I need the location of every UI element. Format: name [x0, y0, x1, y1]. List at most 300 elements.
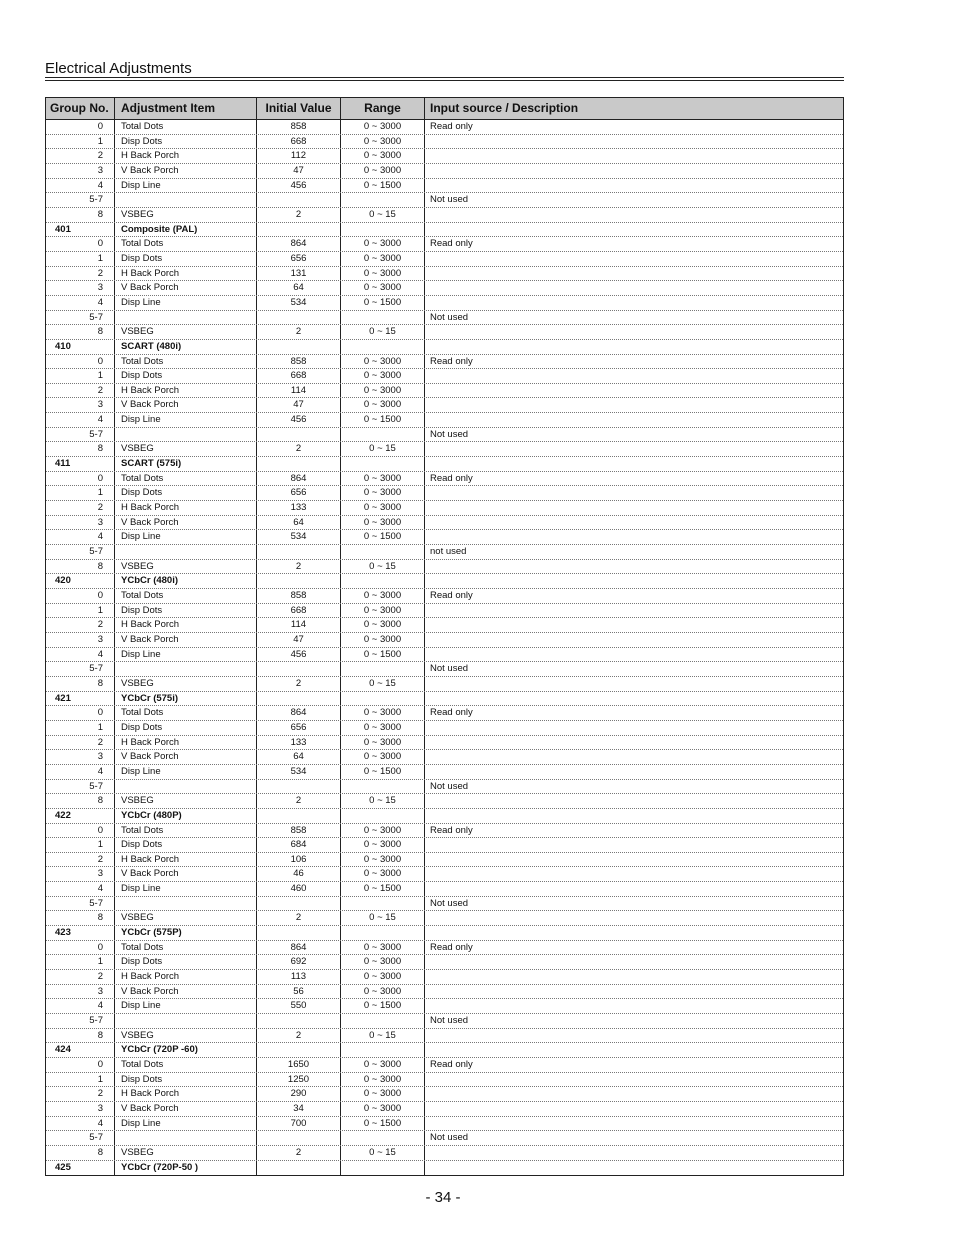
group-no-cell: 2	[46, 970, 115, 984]
initial-value-cell: 2	[257, 1146, 341, 1160]
table-row	[46, 413, 843, 428]
range-cell: 0 ~ 1500	[341, 1117, 425, 1131]
description-cell	[425, 223, 843, 237]
initial-value-cell	[257, 193, 341, 207]
group-no-cell: 0	[46, 237, 115, 251]
initial-value-cell: 64	[257, 750, 341, 764]
range-cell: 0 ~ 3000	[341, 1073, 425, 1087]
group-no-cell: 1	[46, 838, 115, 852]
initial-value-cell: 1250	[257, 1073, 341, 1087]
header-adjustment-item: Adjustment Item	[115, 98, 257, 119]
range-cell	[341, 1043, 425, 1057]
adjustment-item-cell: Disp Dots	[115, 721, 257, 735]
initial-value-cell: 864	[257, 706, 341, 720]
description-cell	[425, 1102, 843, 1116]
range-cell: 0 ~ 3000	[341, 867, 425, 881]
description-cell	[425, 574, 843, 588]
page-number: - 34 -	[425, 1189, 461, 1206]
description-cell	[425, 677, 843, 691]
group-no-cell: 4	[46, 413, 115, 427]
table-row	[46, 736, 843, 751]
description-cell: Not used	[430, 194, 469, 206]
table-row	[46, 135, 843, 150]
adjustment-item-cell: Disp Dots	[115, 252, 257, 266]
range-cell	[341, 193, 425, 207]
table-row	[46, 604, 843, 619]
table-row	[46, 208, 843, 223]
range-cell: 0 ~ 1500	[341, 296, 425, 310]
adjustment-item-cell: Total Dots	[115, 589, 257, 603]
group-no-cell: 3	[46, 633, 115, 647]
range-cell: 0 ~ 3000	[341, 472, 425, 486]
initial-value-cell: 864	[257, 472, 341, 486]
description-cell	[425, 618, 843, 632]
initial-value-cell: 456	[257, 648, 341, 662]
adjustment-item-cell: Disp Line	[115, 179, 257, 193]
adjustment-item-cell: H Back Porch	[115, 1087, 257, 1101]
table-row	[46, 560, 843, 575]
description-cell	[425, 604, 843, 618]
initial-value-cell: 64	[257, 516, 341, 530]
initial-value-cell: 2	[257, 560, 341, 574]
range-cell: 0 ~ 15	[341, 911, 425, 925]
initial-value-cell: 858	[257, 120, 341, 134]
description-cell	[425, 340, 843, 354]
description-cell	[425, 164, 843, 178]
group-no-cell: 8	[46, 911, 115, 925]
initial-value-cell: 858	[257, 355, 341, 369]
adjustment-item-cell: Disp Line	[115, 765, 257, 779]
range-cell: 0 ~ 3000	[341, 985, 425, 999]
description-cell	[425, 926, 843, 940]
group-no-cell: 0	[46, 472, 115, 486]
initial-value-cell	[257, 662, 341, 676]
initial-value-cell: 114	[257, 384, 341, 398]
range-cell: 0 ~ 3000	[341, 736, 425, 750]
adjustment-item-cell: Disp Line	[115, 1117, 257, 1131]
group-header-row	[46, 340, 843, 355]
description-cell	[425, 838, 843, 852]
initial-value-cell: 47	[257, 633, 341, 647]
table-row	[46, 897, 843, 912]
group-no-cell: 5-7	[46, 897, 115, 911]
adjustment-item-cell	[115, 897, 257, 911]
initial-value-cell: 858	[257, 824, 341, 838]
group-no-cell: 2	[46, 736, 115, 750]
initial-value-cell: 2	[257, 442, 341, 456]
range-cell: 0 ~ 3000	[341, 1087, 425, 1101]
adjustment-item-cell: Total Dots	[115, 472, 257, 486]
adjustment-item-cell: V Back Porch	[115, 398, 257, 412]
description-cell	[425, 1146, 843, 1160]
adjustment-item-cell: VSBEG	[115, 442, 257, 456]
group-no-cell: 1	[46, 604, 115, 618]
description-cell: Read only	[430, 355, 473, 367]
table-row	[46, 530, 843, 545]
group-no-cell: 5-7	[46, 1014, 115, 1028]
group-no-cell: 0	[46, 941, 115, 955]
range-cell: 0 ~ 3000	[341, 281, 425, 295]
range-cell: 0 ~ 3000	[341, 941, 425, 955]
adjustment-item-cell: SCART (480i)	[115, 340, 257, 354]
group-no-cell: 423	[46, 926, 115, 940]
adjustment-item-cell	[115, 428, 257, 442]
adjustment-item-cell: VSBEG	[115, 1029, 257, 1043]
initial-value-cell: 2	[257, 677, 341, 691]
table-row	[46, 1087, 843, 1102]
initial-value-cell	[257, 780, 341, 794]
header-initial-value: Initial Value	[257, 98, 341, 119]
group-no-cell: 3	[46, 985, 115, 999]
table-row	[46, 516, 843, 531]
adjustment-item-cell: V Back Porch	[115, 281, 257, 295]
range-cell	[341, 428, 425, 442]
group-no-cell: 0	[46, 706, 115, 720]
range-cell: 0 ~ 3000	[341, 135, 425, 149]
initial-value-cell	[257, 428, 341, 442]
table-row	[46, 867, 843, 882]
adjustment-item-cell	[115, 545, 257, 559]
table-row	[46, 633, 843, 648]
group-no-cell: 2	[46, 267, 115, 281]
header-range: Range	[341, 98, 425, 119]
adjustment-item-cell: H Back Porch	[115, 970, 257, 984]
table-row	[46, 296, 843, 311]
range-cell	[341, 223, 425, 237]
range-cell: 0 ~ 3000	[341, 853, 425, 867]
table-header	[46, 98, 843, 120]
description-cell	[425, 1087, 843, 1101]
description-cell: Read only	[430, 472, 473, 484]
range-cell: 0 ~ 3000	[341, 1102, 425, 1116]
group-no-cell: 401	[46, 223, 115, 237]
table-row	[46, 501, 843, 516]
adjustment-item-cell: VSBEG	[115, 911, 257, 925]
adjustment-item-cell: Total Dots	[115, 941, 257, 955]
adjustment-item-cell: H Back Porch	[115, 736, 257, 750]
adjustment-item-cell: H Back Porch	[115, 853, 257, 867]
table-row	[46, 1117, 843, 1132]
range-cell: 0 ~ 3000	[341, 267, 425, 281]
initial-value-cell: 656	[257, 486, 341, 500]
adjustment-item-cell: VSBEG	[115, 794, 257, 808]
description-cell	[425, 911, 843, 925]
group-no-cell: 0	[46, 589, 115, 603]
initial-value-cell: 131	[257, 267, 341, 281]
initial-value-cell	[257, 223, 341, 237]
initial-value-cell	[257, 311, 341, 325]
group-no-cell: 5-7	[46, 545, 115, 559]
description-cell: Not used	[430, 428, 469, 440]
description-cell	[425, 516, 843, 530]
group-no-cell: 0	[46, 824, 115, 838]
range-cell: 0 ~ 3000	[341, 633, 425, 647]
description-cell	[425, 1073, 843, 1087]
range-cell: 0 ~ 1500	[341, 648, 425, 662]
range-cell	[341, 692, 425, 706]
header-group-no: Group No.	[46, 98, 115, 119]
page-title: Electrical Adjustments	[45, 60, 192, 77]
group-header-row	[46, 809, 843, 824]
description-cell	[425, 970, 843, 984]
description-cell	[425, 208, 843, 222]
range-cell	[341, 897, 425, 911]
adjustment-item-cell: V Back Porch	[115, 516, 257, 530]
initial-value-cell: 858	[257, 589, 341, 603]
initial-value-cell: 34	[257, 1102, 341, 1116]
group-no-cell: 421	[46, 692, 115, 706]
description-cell	[425, 750, 843, 764]
range-cell	[341, 457, 425, 471]
group-no-cell: 1	[46, 135, 115, 149]
description-cell	[425, 486, 843, 500]
group-no-cell: 8	[46, 442, 115, 456]
group-no-cell: 4	[46, 296, 115, 310]
adjustment-table	[45, 97, 844, 1176]
adjustment-item-cell: V Back Porch	[115, 750, 257, 764]
initial-value-cell: 46	[257, 867, 341, 881]
title-rule-secondary	[45, 80, 844, 81]
adjustment-item-cell: YCbCr (575i)	[115, 692, 257, 706]
description-cell: Read only	[430, 590, 473, 601]
range-cell: 0 ~ 3000	[341, 252, 425, 266]
description-cell: Not used	[430, 897, 469, 909]
group-no-cell: 3	[46, 398, 115, 412]
table-row	[46, 120, 843, 135]
adjustment-item-cell	[115, 662, 257, 676]
group-no-cell: 5-7	[46, 1131, 115, 1145]
table-row	[46, 237, 843, 252]
group-no-cell: 2	[46, 618, 115, 632]
description-cell	[425, 809, 843, 823]
adjustment-item-cell	[115, 780, 257, 794]
initial-value-cell: 2	[257, 325, 341, 339]
initial-value-cell	[257, 1131, 341, 1145]
range-cell: 0 ~ 3000	[341, 237, 425, 251]
table-row	[46, 794, 843, 809]
description-cell: Not used	[430, 311, 469, 323]
initial-value-cell: 668	[257, 604, 341, 618]
group-no-cell: 1	[46, 486, 115, 500]
range-cell: 0 ~ 3000	[341, 164, 425, 178]
table-row	[46, 311, 843, 326]
range-cell	[341, 926, 425, 940]
description-cell: Not used	[430, 1132, 469, 1144]
description-cell	[425, 442, 843, 456]
group-no-cell: 3	[46, 750, 115, 764]
range-cell	[341, 545, 425, 559]
table-row	[46, 179, 843, 194]
range-cell: 0 ~ 3000	[341, 618, 425, 632]
range-cell: 0 ~ 3000	[341, 750, 425, 764]
adjustment-item-cell: Total Dots	[115, 824, 257, 838]
range-cell: 0 ~ 3000	[341, 589, 425, 603]
group-no-cell: 1	[46, 955, 115, 969]
initial-value-cell: 692	[257, 955, 341, 969]
range-cell: 0 ~ 3000	[341, 369, 425, 383]
table-row	[46, 750, 843, 765]
adjustment-item-cell: H Back Porch	[115, 149, 257, 163]
table-row	[46, 267, 843, 282]
initial-value-cell: 864	[257, 941, 341, 955]
group-no-cell: 8	[46, 325, 115, 339]
table-row	[46, 721, 843, 736]
description-cell	[425, 179, 843, 193]
group-no-cell: 3	[46, 1102, 115, 1116]
initial-value-cell: 456	[257, 179, 341, 193]
adjustment-item-cell: YCbCr (720P -60)	[115, 1043, 257, 1057]
initial-value-cell: 2	[257, 1029, 341, 1043]
range-cell: 0 ~ 3000	[341, 149, 425, 163]
table-row	[46, 677, 843, 692]
group-no-cell: 4	[46, 882, 115, 896]
description-cell	[425, 384, 843, 398]
adjustment-item-cell: H Back Porch	[115, 267, 257, 281]
initial-value-cell: 133	[257, 501, 341, 515]
group-no-cell: 8	[46, 208, 115, 222]
adjustment-item-cell: VSBEG	[115, 208, 257, 222]
group-no-cell: 4	[46, 1117, 115, 1131]
description-cell	[425, 560, 843, 574]
adjustment-item-cell: V Back Porch	[115, 164, 257, 178]
table-row	[46, 853, 843, 868]
initial-value-cell: 2	[257, 911, 341, 925]
description-cell	[425, 867, 843, 881]
group-no-cell: 3	[46, 516, 115, 530]
adjustment-item-cell	[115, 1014, 257, 1028]
group-header-row	[46, 574, 843, 589]
range-cell: 0 ~ 15	[341, 1029, 425, 1043]
adjustment-item-cell: Total Dots	[115, 1058, 257, 1072]
range-cell	[341, 340, 425, 354]
range-cell: 0 ~ 3000	[341, 955, 425, 969]
initial-value-cell	[257, 926, 341, 940]
group-no-cell: 424	[46, 1043, 115, 1057]
description-cell	[425, 296, 843, 310]
description-cell	[425, 1117, 843, 1131]
description-cell: Not used	[430, 663, 469, 675]
description-cell: Read only	[430, 1059, 473, 1070]
description-cell	[425, 369, 843, 383]
range-cell: 0 ~ 15	[341, 560, 425, 574]
description-cell	[425, 882, 843, 896]
range-cell: 0 ~ 1500	[341, 413, 425, 427]
description-cell: Not used	[430, 780, 469, 792]
adjustment-item-cell: Total Dots	[115, 706, 257, 720]
range-cell: 0 ~ 1500	[341, 999, 425, 1013]
initial-value-cell: 460	[257, 882, 341, 896]
group-no-cell: 5-7	[46, 311, 115, 325]
description-cell: Read only	[430, 238, 473, 250]
adjustment-item-cell: V Back Porch	[115, 867, 257, 881]
initial-value-cell: 864	[257, 237, 341, 251]
group-no-cell: 4	[46, 648, 115, 662]
initial-value-cell: 114	[257, 618, 341, 632]
adjustment-item-cell: Disp Line	[115, 648, 257, 662]
group-header-row	[46, 457, 843, 472]
group-no-cell: 8	[46, 794, 115, 808]
table-row	[46, 1146, 843, 1161]
table-row	[46, 970, 843, 985]
group-no-cell: 410	[46, 340, 115, 354]
group-no-cell: 3	[46, 164, 115, 178]
initial-value-cell	[257, 340, 341, 354]
table-row	[46, 486, 843, 501]
description-cell	[425, 853, 843, 867]
table-row	[46, 999, 843, 1014]
initial-value-cell	[257, 692, 341, 706]
group-no-cell: 5-7	[46, 780, 115, 794]
initial-value-cell: 47	[257, 398, 341, 412]
initial-value-cell: 534	[257, 765, 341, 779]
initial-value-cell: 550	[257, 999, 341, 1013]
table-row	[46, 780, 843, 795]
group-header-row	[46, 1161, 843, 1176]
description-cell: Read only	[430, 707, 473, 719]
table-row	[46, 428, 843, 443]
adjustment-item-cell: VSBEG	[115, 560, 257, 574]
table-row	[46, 589, 843, 604]
initial-value-cell: 456	[257, 413, 341, 427]
group-header-row	[46, 926, 843, 941]
range-cell: 0 ~ 3000	[341, 398, 425, 412]
description-cell: not used	[430, 546, 467, 558]
group-no-cell: 2	[46, 384, 115, 398]
initial-value-cell	[257, 545, 341, 559]
initial-value-cell: 113	[257, 970, 341, 984]
range-cell	[341, 1131, 425, 1145]
range-cell	[341, 574, 425, 588]
table-row	[46, 838, 843, 853]
group-no-cell: 4	[46, 999, 115, 1013]
table-row	[46, 824, 843, 839]
range-cell: 0 ~ 3000	[341, 970, 425, 984]
adjustment-item-cell: VSBEG	[115, 677, 257, 691]
adjustment-item-cell: YCbCr (720P-50 )	[115, 1161, 257, 1176]
range-cell: 0 ~ 3000	[341, 120, 425, 134]
description-cell	[425, 692, 843, 706]
group-no-cell: 5-7	[46, 662, 115, 676]
description-cell: Not used	[430, 1015, 469, 1027]
description-cell: Read only	[430, 941, 473, 953]
adjustment-item-cell: YCbCr (575P)	[115, 926, 257, 940]
group-no-cell: 0	[46, 1058, 115, 1072]
adjustment-item-cell: Disp Dots	[115, 369, 257, 383]
adjustment-item-cell: Disp Dots	[115, 604, 257, 618]
adjustment-item-cell	[115, 193, 257, 207]
initial-value-cell: 656	[257, 721, 341, 735]
adjustment-item-cell: Composite (PAL)	[115, 223, 257, 237]
description-cell	[425, 1029, 843, 1043]
group-no-cell: 3	[46, 281, 115, 295]
initial-value-cell: 2	[257, 208, 341, 222]
initial-value-cell: 668	[257, 135, 341, 149]
range-cell: 0 ~ 1500	[341, 530, 425, 544]
group-no-cell: 2	[46, 853, 115, 867]
range-cell	[341, 311, 425, 325]
initial-value-cell	[257, 457, 341, 471]
group-header-row	[46, 692, 843, 707]
group-no-cell: 5-7	[46, 428, 115, 442]
table-row	[46, 1029, 843, 1044]
initial-value-cell: 656	[257, 252, 341, 266]
adjustment-item-cell: Disp Dots	[115, 1073, 257, 1087]
adjustment-item-cell: YCbCr (480i)	[115, 574, 257, 588]
table-row	[46, 662, 843, 677]
group-no-cell: 2	[46, 149, 115, 163]
range-cell: 0 ~ 3000	[341, 706, 425, 720]
initial-value-cell: 290	[257, 1087, 341, 1101]
